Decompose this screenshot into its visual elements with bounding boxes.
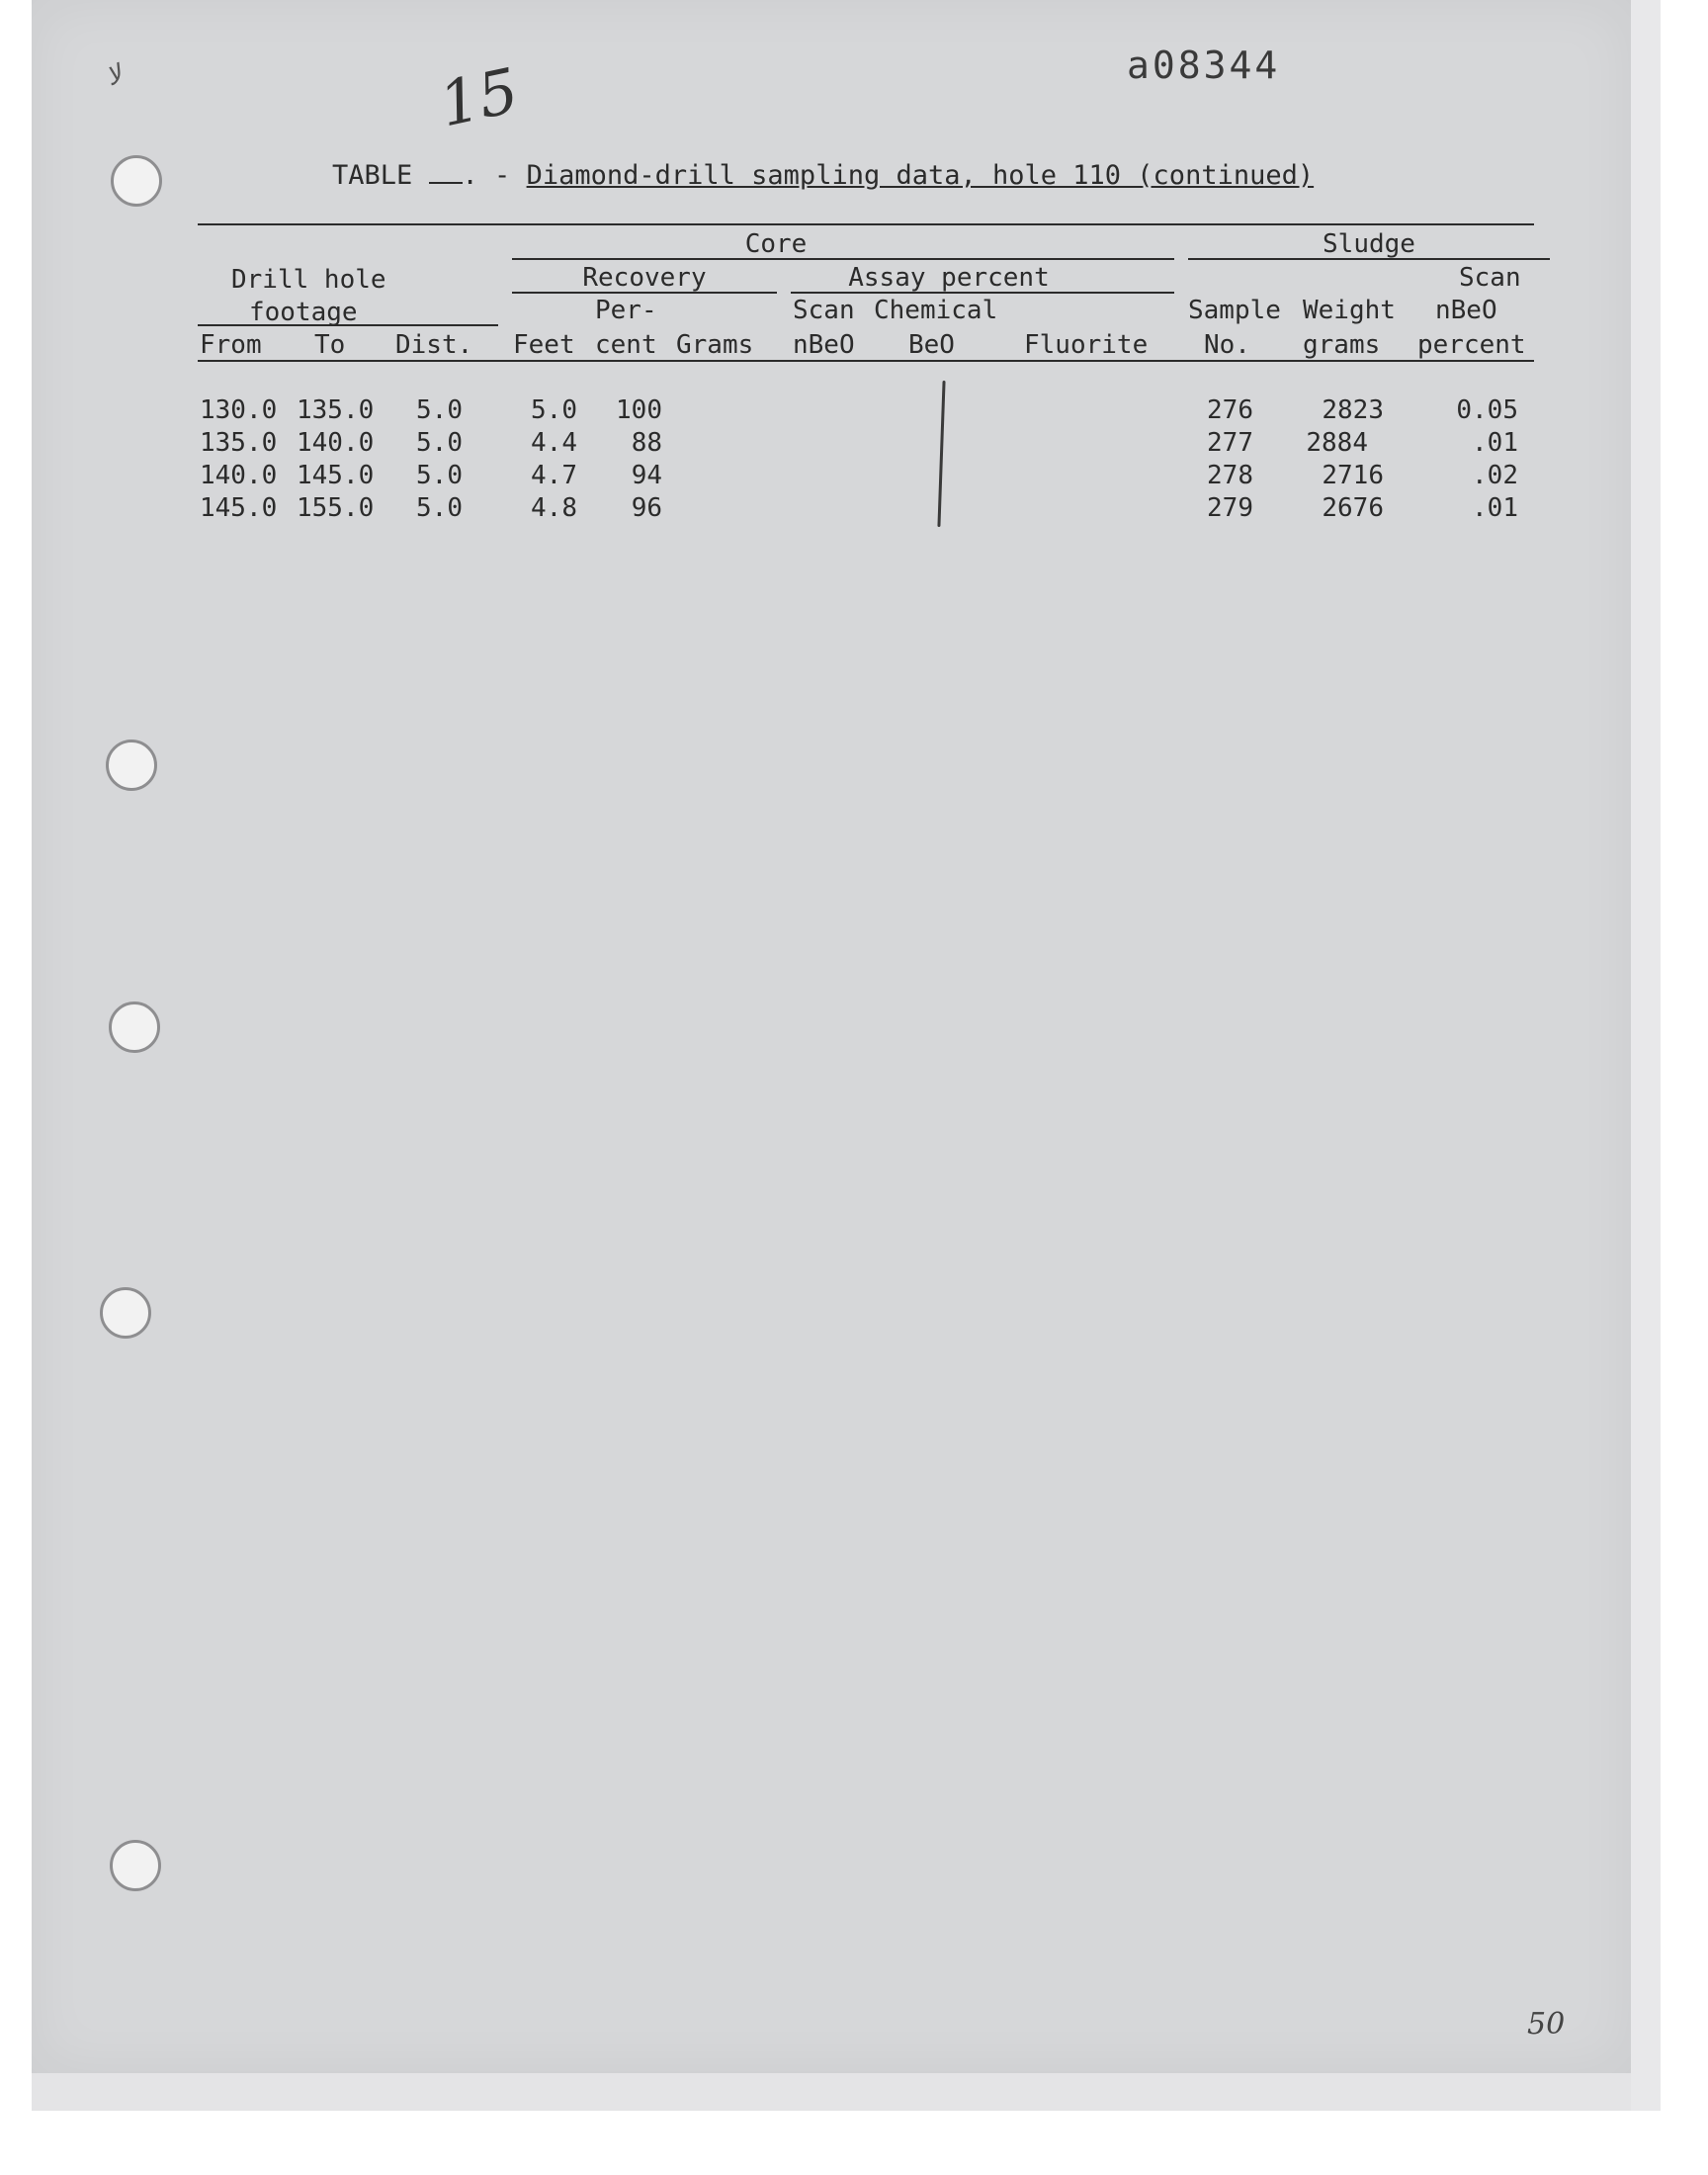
cell-scan: .02: [1472, 461, 1518, 490]
cell-percent: 88: [631, 428, 662, 458]
header-recovery: Recovery: [582, 263, 707, 293]
header-per: Per-: [595, 296, 657, 325]
cell-weight: 2676: [1322, 493, 1384, 523]
header-sample: Sample: [1188, 296, 1281, 325]
cell-dist: 5.0: [416, 428, 463, 458]
cell-sample: 279: [1207, 493, 1253, 523]
cell-feet: 4.7: [531, 461, 577, 490]
header-assay-percent: Assay percent: [848, 263, 1050, 293]
binder-hole: [111, 155, 162, 207]
cell-scan: 0.05: [1456, 395, 1518, 425]
header-bottom-rule: [198, 360, 1534, 362]
cell-feet: 4.4: [531, 428, 577, 458]
cell-weight: 2884: [1306, 428, 1368, 458]
header-feet: Feet: [513, 330, 575, 360]
header-drill-hole: Drill hole: [231, 265, 386, 295]
cell-to: 155.0: [297, 493, 375, 523]
header-sludge: Sludge: [1323, 229, 1415, 259]
cell-dist: 5.0: [416, 461, 463, 490]
cell-percent: 94: [631, 461, 662, 490]
scan-margin-bottom: [32, 2073, 1631, 2111]
cell-to: 140.0: [297, 428, 375, 458]
cell-weight: 2716: [1322, 461, 1384, 490]
cell-weight: 2823: [1322, 395, 1384, 425]
cell-dist: 5.0: [416, 395, 463, 425]
binder-hole: [100, 1287, 151, 1339]
cell-from: 130.0: [200, 395, 278, 425]
cell-percent: 100: [616, 395, 662, 425]
title-text: Diamond-drill sampling data, hole 110 (continued): [526, 160, 1315, 191]
cell-percent: 96: [631, 493, 662, 523]
binder-hole: [106, 740, 157, 791]
handwritten-mark: ﻻ: [102, 59, 127, 93]
cell-sample: 278: [1207, 461, 1253, 490]
top-rule: [198, 223, 1534, 225]
cell-sample: 276: [1207, 395, 1253, 425]
header-core: Core: [744, 229, 808, 259]
header-sludge-scan: Scan: [1459, 263, 1521, 293]
header-sludge-nbeo: nBeO: [1435, 296, 1497, 325]
header-grams-unit: grams: [1303, 330, 1381, 360]
header-beo: BeO: [908, 330, 955, 360]
cell-sample: 277: [1207, 428, 1253, 458]
cell-feet: 4.8: [531, 493, 577, 523]
title-separator: . -: [462, 160, 511, 191]
header-grams: Grams: [676, 330, 754, 360]
header-chemical: Chemical: [874, 296, 998, 325]
cell-from: 140.0: [200, 461, 278, 490]
scan-margin-right: [1631, 0, 1661, 2111]
cell-to: 145.0: [297, 461, 375, 490]
binder-hole: [110, 1840, 161, 1891]
page-number: 50: [1527, 2007, 1566, 2042]
header-nbeo: nBeO: [793, 330, 855, 360]
cell-feet: 5.0: [531, 395, 577, 425]
cell-from: 135.0: [200, 428, 278, 458]
table-title: [332, 160, 1314, 191]
header-weight: Weight: [1303, 296, 1396, 325]
header-dist: Dist.: [395, 330, 473, 360]
header-percent: percent: [1417, 330, 1526, 360]
cell-scan: .01: [1472, 493, 1518, 523]
header-fluorite: Fluorite: [1024, 330, 1149, 360]
header-footage: footage: [249, 298, 358, 327]
cell-scan: .01: [1472, 428, 1518, 458]
binder-hole: [109, 1001, 160, 1053]
cell-dist: 5.0: [416, 493, 463, 523]
title-prefix: TABLE: [332, 160, 413, 191]
header-no: No.: [1204, 330, 1250, 360]
handwritten-table-number: 15: [433, 53, 525, 141]
cell-from: 145.0: [200, 493, 278, 523]
header-to: To: [314, 330, 346, 360]
document-number: a08344: [1127, 44, 1281, 87]
header-cent: cent: [595, 330, 657, 360]
header-scan: Scan: [793, 296, 855, 325]
table-number-blank: [429, 160, 463, 184]
cell-to: 135.0: [297, 395, 375, 425]
header-from: From: [200, 330, 262, 360]
